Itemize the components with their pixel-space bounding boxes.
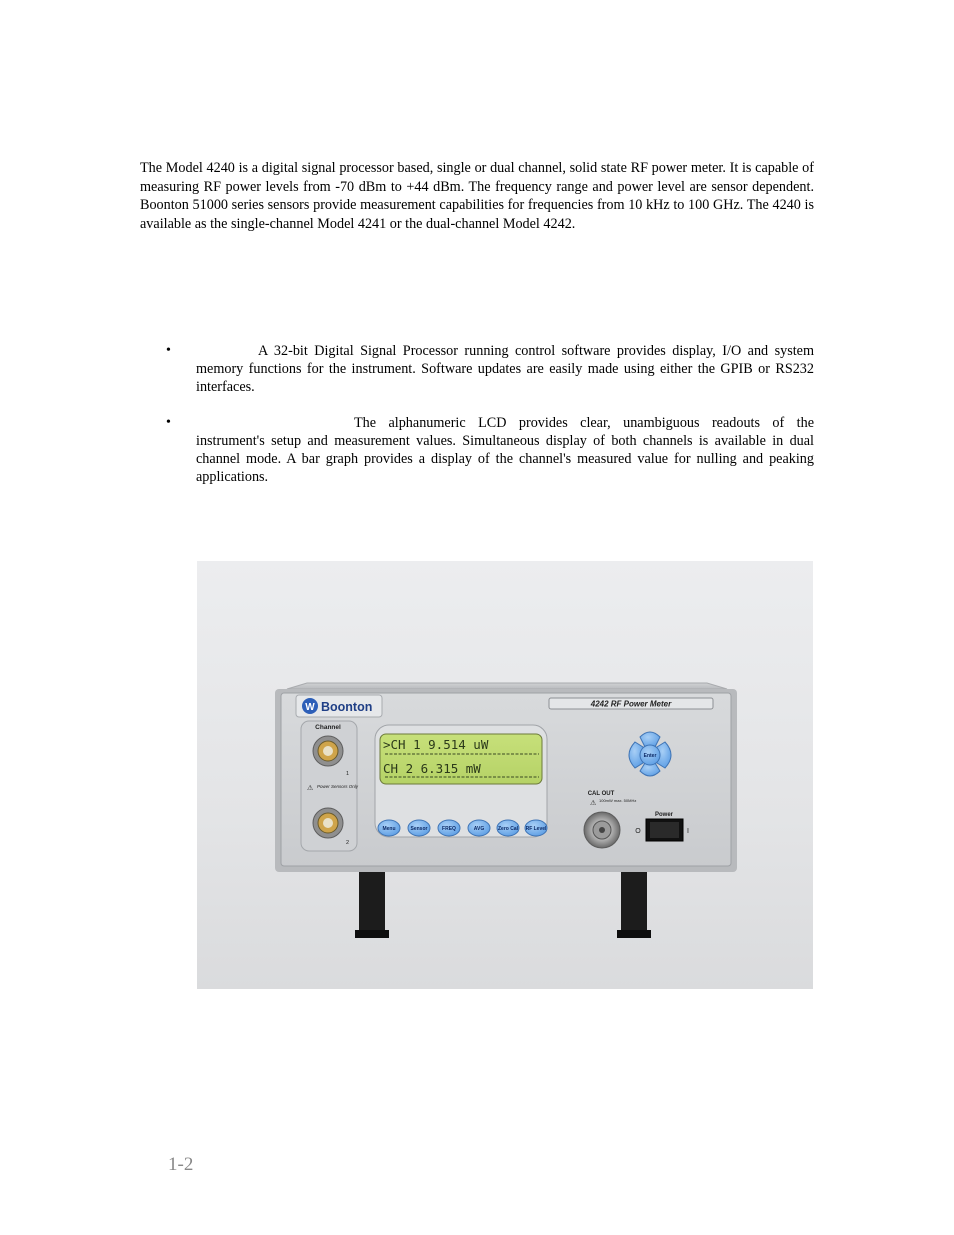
- cal-out-warning-icon: ⚠: [590, 800, 597, 807]
- bullet-item-lcd: [166, 414, 814, 486]
- channel-label: Channel: [315, 724, 341, 731]
- sensor-warning: Power Sensors Only: [317, 784, 359, 789]
- svg-text:Zero Cal: Zero Cal: [497, 826, 519, 832]
- page-number: 1-2: [168, 1154, 194, 1175]
- svg-text:RF Level: RF Level: [525, 826, 547, 832]
- bullet-dot: •: [166, 415, 171, 430]
- instrument-photo: [197, 561, 813, 989]
- case-top: [287, 683, 727, 689]
- svg-text:FREQ: FREQ: [442, 826, 456, 832]
- bullet-text: A 32-bit Digital Signal Processor running control software provides display, I/O and system memory functions for the instrument. Software updates are easily made using either the GPIB or RS232 interfaces.: [196, 343, 814, 395]
- cal-out-spec: 100mW max. 50MHz: [599, 798, 637, 803]
- bullet-item-dsp: [166, 342, 814, 396]
- svg-text:1: 1: [346, 771, 350, 777]
- left-leg: [359, 872, 385, 936]
- power-label: Power: [654, 812, 674, 818]
- brand-logo-mark: W: [305, 702, 315, 713]
- svg-text:2: 2: [346, 840, 350, 846]
- power-off-symbol: O: [635, 828, 641, 835]
- warning-icon: ⚠: [307, 785, 314, 792]
- lcd-line-1: >CH 1 9.514 uW: [383, 737, 489, 752]
- lcd-line-2: CH 2 6.315 mW: [383, 761, 481, 776]
- svg-text:Sensor: Sensor: [410, 826, 428, 832]
- power-on-symbol: I: [687, 828, 689, 835]
- cal-out-label: CAL OUT: [587, 791, 615, 797]
- intro-paragraph: The Model 4240 is a digital signal processor based, single or dual channel, solid state RF power meter. It is capable of measuring RF power levels from -70 dBm to +44 dBm. The frequency range and power level are sensor dependent. Boonton 51000 series sensors provide measurement capabilities for frequencies from 10 kHz to 100 GHz. The 4240 is available as the single-channel Model 4241 or the dual-channel Model 4242.: [140, 160, 814, 232]
- svg-text:Enter: Enter: [643, 753, 657, 759]
- model-label: 4242 RF Power Meter: [590, 699, 672, 709]
- bullet-dot: •: [166, 343, 171, 358]
- brand-name: Boonton: [321, 700, 373, 714]
- bullet-text: The alphanumeric LCD provides clear, unambiguous readouts of the instrument's setup and measurement values. Simultaneous display of both channels is available in dual channel mode. A bar graph provides a display of the channel's measured value for nulling and peaking applications.: [196, 415, 814, 485]
- svg-text:AVG: AVG: [473, 826, 485, 832]
- svg-text:Menu: Menu: [382, 826, 396, 832]
- right-leg: [621, 872, 647, 936]
